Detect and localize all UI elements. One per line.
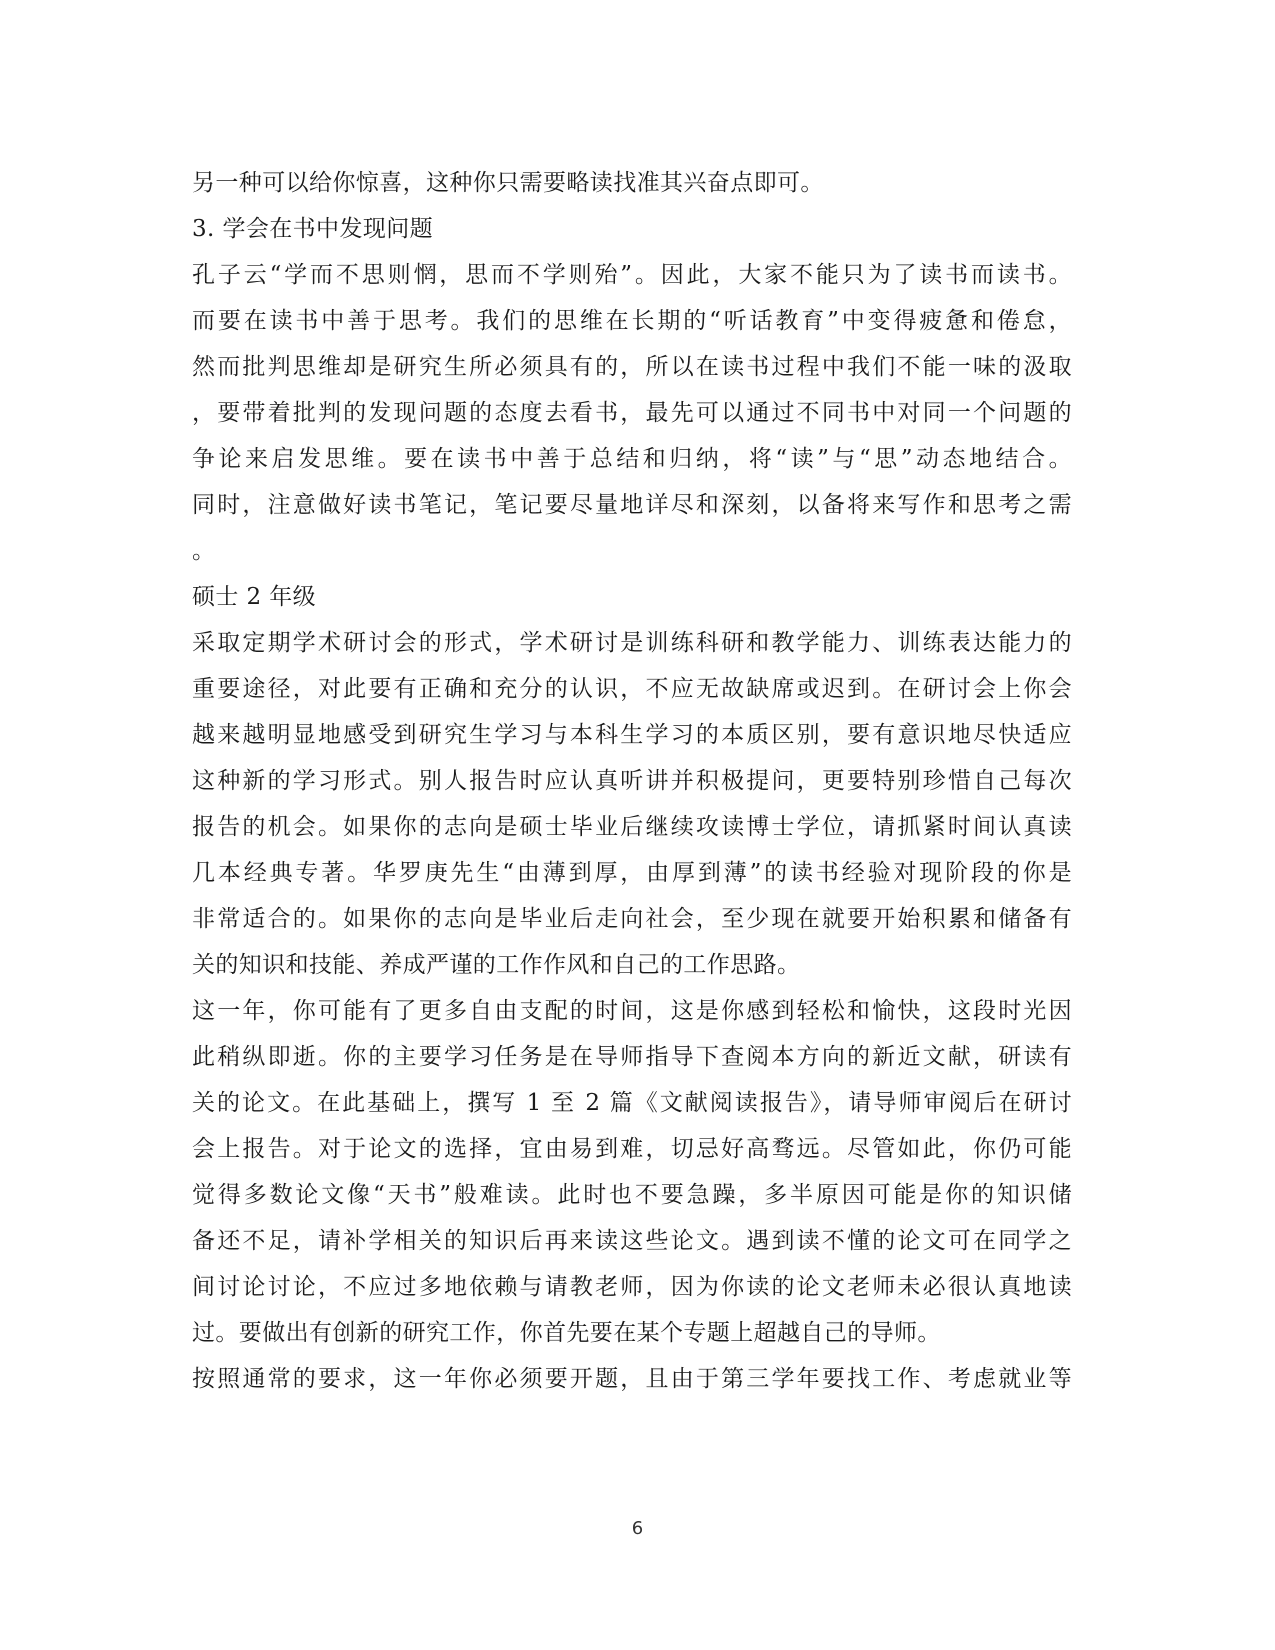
text-line: 关的论文。在此基础上，撰写 1 至 2 篇《文献阅读报告》，请导师审阅后在研讨: [192, 1090, 1072, 1116]
text-line: 采取定期学术研讨会的形式，学术研讨是训练科研和教学能力、训练表达能力的: [192, 630, 1072, 656]
text-line: 间讨论讨论，不应过多地依赖与请教老师，因为你读的论文老师未必很认真地读: [192, 1274, 1072, 1300]
text-line: 备还不足，请补学相关的知识后再来读这些论文。遇到读不懂的论文可在同学之: [192, 1228, 1072, 1254]
text-line: 另一种可以给你惊喜，这种你只需要略读找准其兴奋点即可。: [192, 170, 824, 196]
text-line: 然而批判思维却是研究生所必须具有的，所以在读书过程中我们不能一味的汲取: [192, 354, 1072, 380]
text-line: 3. 学会在书中发现问题: [192, 216, 434, 242]
text-line: 几本经典专著。华罗庚先生“由薄到厚，由厚到薄”的读书经验对现阶段的你是: [192, 860, 1072, 886]
text-line: ，要带着批判的发现问题的态度去看书，最先可以通过不同书中对同一个问题的: [192, 400, 1072, 426]
text-line: 硕士 2 年级: [192, 584, 317, 610]
body-text: [192, 160, 1072, 1402]
text-line: 这种新的学习形式。别人报告时应认真听讲并积极提问，更要特别珍惜自己每次: [192, 768, 1072, 794]
text-line: 越来越明显地感受到研究生学习与本科生学习的本质区别，要有意识地尽快适应: [192, 722, 1072, 748]
text-line: 按照通常的要求，这一年你必须要开题，且由于第三学年要找工作、考虑就业等: [192, 1366, 1072, 1392]
text-line: 这一年，你可能有了更多自由支配的时间，这是你感到轻松和愉快，这段时光因: [192, 998, 1072, 1024]
text-line: 关的知识和技能、养成严谨的工作作风和自己的工作思路。: [192, 952, 801, 978]
text-line: 孔子云“学而不思则惘，思而不学则殆”。因此，大家不能只为了读书而读书。: [192, 262, 1072, 288]
text-line: 此稍纵即逝。你的主要学习任务是在导师指导下查阅本方向的新近文献，研读有: [192, 1044, 1072, 1070]
text-line: 重要途径，对此要有正确和充分的认识，不应无故缺席或迟到。在研讨会上你会: [192, 676, 1072, 702]
text-line: 争论来启发思维。要在读书中善于总结和归纳，将“读”与“思”动态地结合。: [192, 446, 1072, 472]
text-line: 。: [192, 538, 216, 564]
text-line: 报告的机会。如果你的志向是硕士毕业后继续攻读博士学位，请抓紧时间认真读: [192, 814, 1072, 840]
text-line: 同时，注意做好读书笔记，笔记要尽量地详尽和深刻，以备将来写作和思考之需: [192, 492, 1072, 518]
text-line: 而要在读书中善于思考。我们的思维在长期的“听话教育”中变得疲惫和倦怠，: [192, 308, 1072, 334]
text-line: 觉得多数论文像“天书”般难读。此时也不要急躁，多半原因可能是你的知识储: [192, 1182, 1072, 1208]
text-line: 过。要做出有创新的研究工作，你首先要在某个专题上超越自己的导师。: [192, 1320, 941, 1346]
text-line: 会上报告。对于论文的选择，宜由易到难，切忌好高骛远。尽管如此，你仍可能: [192, 1136, 1072, 1162]
text-line: 非常适合的。如果你的志向是毕业后走向社会，至少现在就要开始积累和储备有: [192, 906, 1072, 932]
page-number: 6: [631, 1518, 644, 1539]
